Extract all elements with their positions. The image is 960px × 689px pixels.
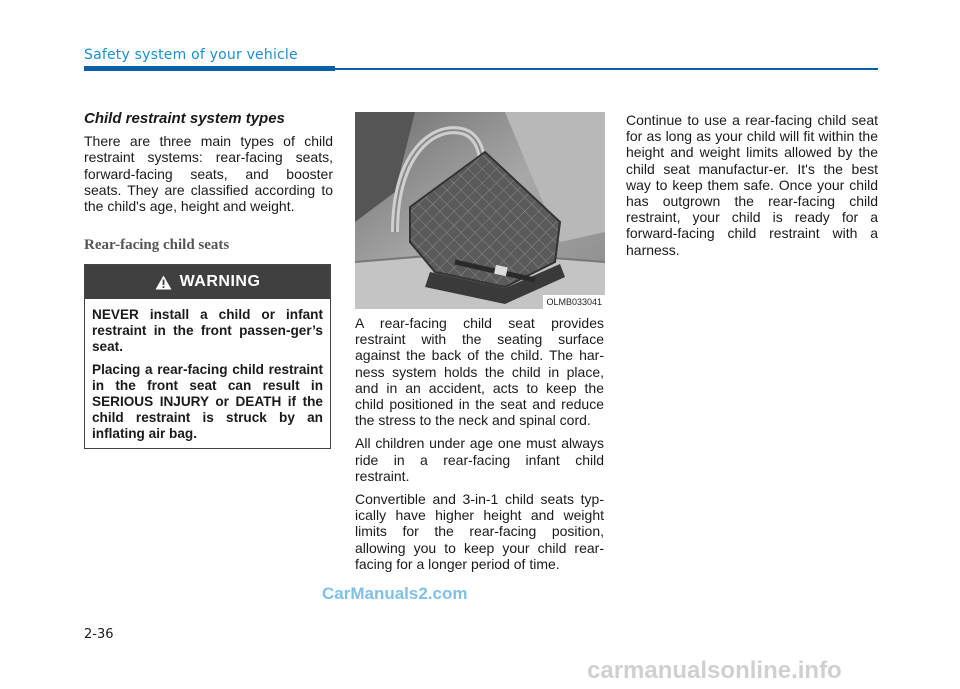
warning-body — [85, 299, 330, 443]
header-rule-thin — [335, 68, 878, 70]
warning-label: WARNING — [179, 273, 261, 290]
section-heading: Child restraint system types — [84, 110, 285, 127]
warning-header — [85, 265, 330, 299]
header-rule — [84, 66, 335, 71]
column-3 — [626, 112, 878, 265]
warning-box — [84, 264, 331, 449]
body-paragraph: A rear-facing child seat provides restraint with the seating surface against the back of the child. The har-ness system holds the child in place, and in an accident, acts to keep the child positioned in the seat and reduce the stress to the neck and spinal cord. — [355, 315, 604, 429]
warning-paragraph: NEVER install a child or infant restraint in the front passen-ger’s seat. — [92, 307, 323, 355]
body-paragraph: Continue to use a rear-facing child seat for as long as your child will fit within the height and weight limits allowed by the child seat manufactur-er. It's the best way to keep them safe. Once your child has outgrown the rear-facing child restraint, your child is ready for a forward-facing child restraint with a harness. — [626, 112, 878, 258]
warning-paragraph: Placing a rear-facing child restraint in the front seat can result in SERIOUS INJURY or DEATH if the child restraint is struck by an inflating air bag. — [92, 361, 323, 442]
body-paragraph: Convertible and 3-in-1 child seats typ-ically have higher height and weight limits for the rear-facing position, allowing you to keep your child rear-facing for a longer period of time. — [355, 491, 604, 572]
body-paragraph: All children under age one must always ride in a rear-facing infant child restraint. — [355, 435, 604, 484]
column-1 — [84, 111, 333, 221]
intro-paragraph: There are three main types of child restraint systems: rear-facing seats, forward-facing seats, and booster seats. They are classified according to the child's age, height and weight. — [84, 133, 333, 215]
watermark-link[interactable]: CarManuals2.com — [322, 584, 468, 603]
figure-code: OLMB033041 — [543, 295, 605, 309]
page-number: 2-36 — [84, 627, 114, 642]
warning-triangle-icon — [155, 275, 172, 290]
watermark-text: carmanualsonline.info — [587, 657, 842, 684]
column-2 — [355, 315, 604, 579]
subheading: Rear-facing child seats — [84, 237, 230, 253]
child-seat-illustration — [355, 112, 605, 309]
rear-facing-seat-image — [355, 112, 605, 309]
section-title: Safety system of your vehicle — [84, 47, 298, 63]
